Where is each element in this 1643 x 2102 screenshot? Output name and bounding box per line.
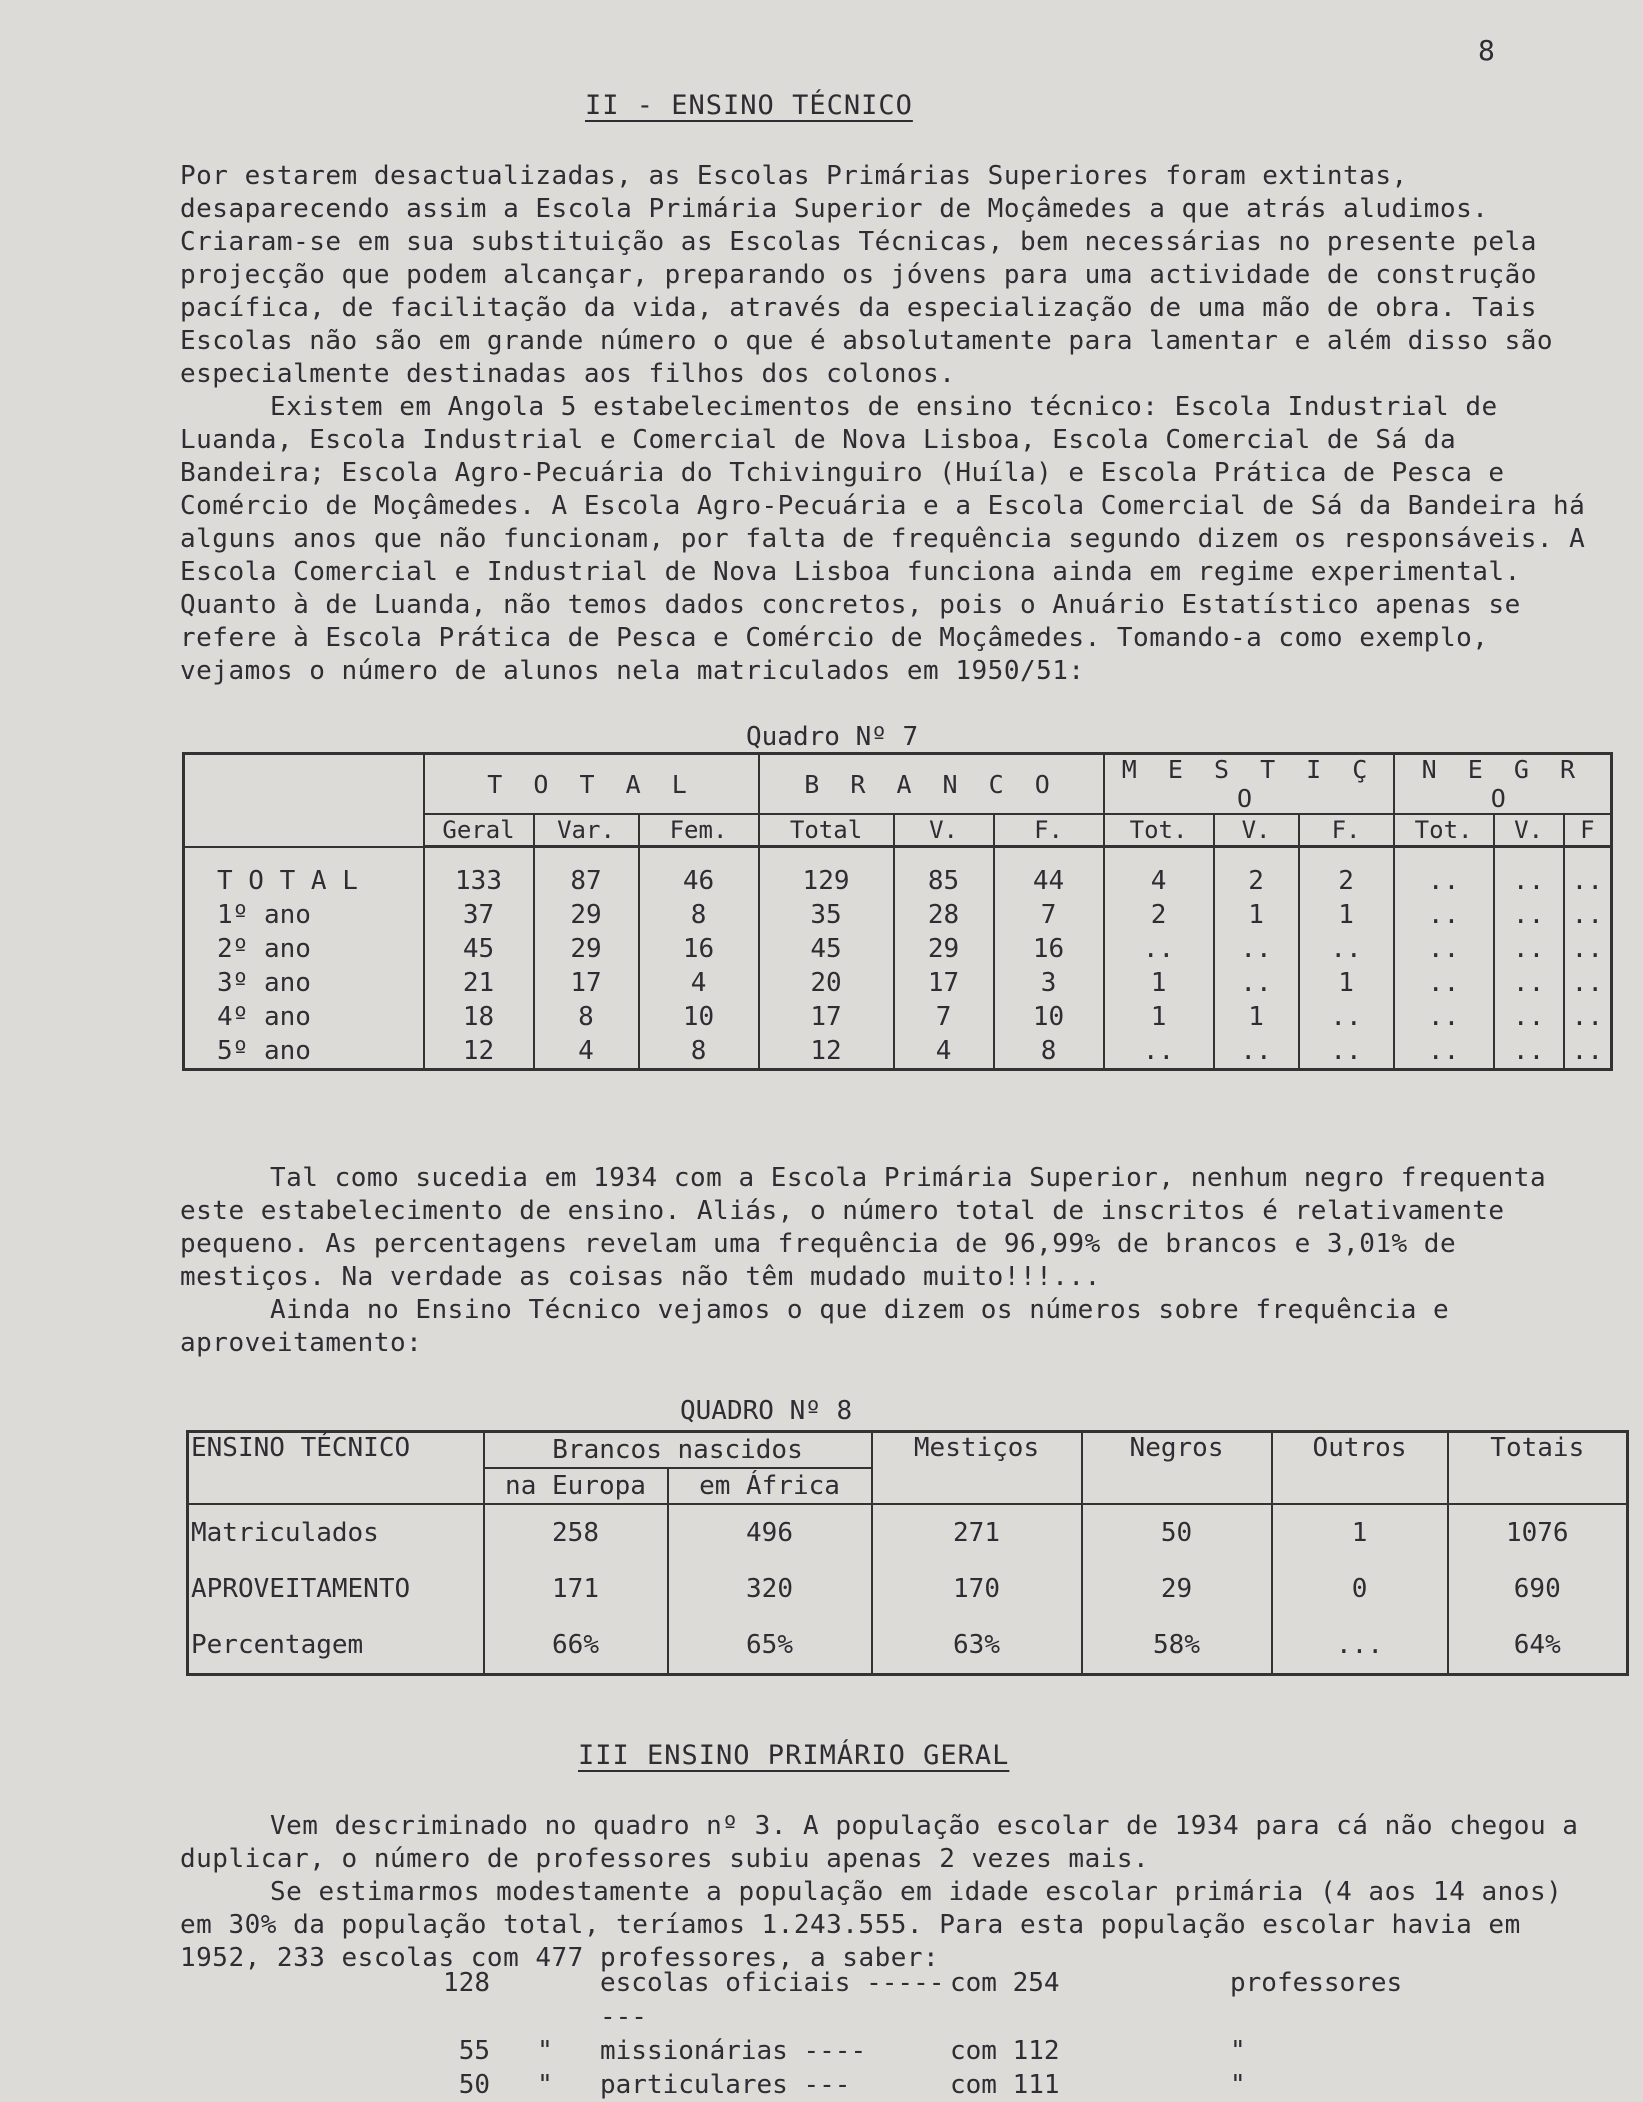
column-header: Negros <box>1082 1432 1272 1505</box>
row-label: 1º ano <box>184 898 424 932</box>
table-cell: 8 <box>639 898 759 932</box>
table-cell: .. <box>1564 1000 1612 1034</box>
table-row <box>184 966 1612 1000</box>
table-cell: 63% <box>872 1617 1082 1675</box>
table-cell: 2 <box>1214 847 1299 899</box>
paragraph: Se estimarmos modestamente a população em idade escolar primária (4 aos 14 anos) em 30% da população total, teríamos 1.243.555. Para esta população escolar havia em 1952, 233 escolas com 477 professores, a saber: <box>180 1877 1563 1973</box>
table-cell: .. <box>1214 966 1299 1000</box>
table-cell: .. <box>1299 1034 1394 1070</box>
column-header: Mestiços <box>872 1432 1082 1505</box>
paragraph: Tal como sucedia em 1934 com a Escola Primária Superior, nenhum negro frequenta este estabelecimento de ensino. Aliás, o número total de inscritos é relativamente pequeno. As percentagens revelam uma frequência de 96,99% de brancos e 3,01% de mestiços. Na verdade as coisas não têm mudado muito!!!... <box>180 1163 1547 1292</box>
table-cell: 21 <box>424 966 534 1000</box>
section-heading-ensino-primario: III ENSINO PRIMÁRIO GERAL <box>578 1740 1010 1771</box>
table-row <box>184 1000 1612 1034</box>
column-header: V. <box>894 814 994 847</box>
table-cell: 3 <box>994 966 1104 1000</box>
unit: " <box>1230 2070 1246 2100</box>
table-cell: 65% <box>668 1617 872 1675</box>
row-label: 3º ano <box>184 966 424 1000</box>
count: 50 <box>458 2070 490 2100</box>
table-cell: 1 <box>1214 1000 1299 1034</box>
column-header: F <box>1564 814 1612 847</box>
table-cell: 29 <box>894 932 994 966</box>
table-cell: .. <box>1564 847 1612 899</box>
table-title: QUADRO Nº 8 <box>680 1396 853 1426</box>
column-header: V. <box>1494 814 1564 847</box>
table-cell: 258 <box>484 1504 668 1561</box>
paragraph: Vem descriminado no quadro nº 3. A população escolar de 1934 para cá não chegou a duplicar, o número de professores subiu apenas 2 vezes mais. <box>180 1811 1579 1874</box>
column-header: Totais <box>1448 1432 1628 1505</box>
table-cell: .. <box>1494 898 1564 932</box>
table-cell: .. <box>1214 1034 1299 1070</box>
row-label: 2º ano <box>184 932 424 966</box>
table-cell: .. <box>1394 847 1494 899</box>
paragraph: Ainda no Ensino Técnico vejamos o que dizem os números sobre frequência e aproveitamento: <box>180 1295 1450 1358</box>
page-number: 8 <box>1478 34 1495 67</box>
table-cell: 1 <box>1299 898 1394 932</box>
table-cell: .. <box>1564 932 1612 966</box>
table-cell: 1 <box>1299 966 1394 1000</box>
table-cell: 1 <box>1272 1504 1448 1561</box>
ditto: " <box>537 2036 553 2066</box>
table-cell: 17 <box>759 1000 894 1034</box>
table-cell: 45 <box>759 932 894 966</box>
column-header: Outros <box>1272 1432 1448 1505</box>
column-header: V. <box>1214 814 1299 847</box>
table-cell: 85 <box>894 847 994 899</box>
table-cell: 29 <box>534 898 639 932</box>
table-cell: 16 <box>639 932 759 966</box>
column-header: Total <box>759 814 894 847</box>
table-row <box>188 1617 1628 1675</box>
table-cell: 37 <box>424 898 534 932</box>
table-cell: 7 <box>994 898 1104 932</box>
table-row <box>188 1504 1628 1561</box>
table-cell: 12 <box>759 1034 894 1070</box>
table-cell: .. <box>1494 1000 1564 1034</box>
table-cell: 1 <box>1104 966 1214 1000</box>
row-label: Percentagem <box>188 1617 484 1675</box>
table-cell: .. <box>1394 898 1494 932</box>
column-header: F. <box>1299 814 1394 847</box>
list-item <box>420 1966 1403 2034</box>
table-cell: .. <box>1394 1000 1494 1034</box>
row-label: Matriculados <box>188 1504 484 1561</box>
table-cell: .. <box>1104 1034 1214 1070</box>
table-cell: 10 <box>639 1000 759 1034</box>
column-group-total: T O T A L <box>424 754 759 815</box>
teachers: com 111 <box>950 2070 1060 2100</box>
row-label: 5º ano <box>184 1034 424 1070</box>
table-cell: 20 <box>759 966 894 1000</box>
table-cell: 17 <box>534 966 639 1000</box>
table-cell: 8 <box>534 1000 639 1034</box>
teachers: com 112 <box>950 2036 1060 2066</box>
table-cell: 1 <box>1214 898 1299 932</box>
table-cell: .. <box>1299 1000 1394 1034</box>
table-cell: 4 <box>534 1034 639 1070</box>
ditto <box>490 1966 600 2034</box>
row-label: APROVEITAMENTO <box>188 1561 484 1617</box>
school-type: escolas oficiais -------- <box>600 1968 945 2032</box>
column-header: em África <box>668 1468 872 1504</box>
table-cell: 10 <box>994 1000 1104 1034</box>
table-row <box>188 1561 1628 1617</box>
table-cell: 320 <box>668 1561 872 1617</box>
table-cell: .. <box>1394 932 1494 966</box>
column-header: F. <box>994 814 1104 847</box>
table-cell: 66% <box>484 1617 668 1675</box>
schools-list <box>420 1966 1403 2102</box>
table-cell: 133 <box>424 847 534 899</box>
table-row <box>184 1034 1612 1070</box>
table-row <box>184 898 1612 932</box>
table-header-row <box>188 1432 1628 1469</box>
row-label: 4º ano <box>184 1000 424 1034</box>
table-cell: 12 <box>424 1034 534 1070</box>
table-corner-cell: ENSINO TÉCNICO <box>188 1432 484 1505</box>
column-header: Fem. <box>639 814 759 847</box>
table-cell: .. <box>1564 966 1612 1000</box>
table-cell: 29 <box>1082 1561 1272 1617</box>
table-cell: .. <box>1494 966 1564 1000</box>
row-label: T O T A L <box>184 847 424 899</box>
table-cell: 2 <box>1299 847 1394 899</box>
quadro-8-table <box>186 1430 1629 1676</box>
ditto: " <box>537 2070 553 2100</box>
unit: " <box>1230 2036 1246 2066</box>
table-row <box>184 847 1612 899</box>
table-cell: 28 <box>894 898 994 932</box>
table-corner-cell <box>184 754 424 847</box>
section3-body <box>180 1810 1600 1975</box>
table-cell: ... <box>1272 1617 1448 1675</box>
quadro-7-table <box>182 752 1613 1071</box>
table-cell: 58% <box>1082 1617 1272 1675</box>
column-group-negro: N E G R O <box>1394 754 1612 815</box>
table-cell: .. <box>1494 847 1564 899</box>
table-cell: 16 <box>994 932 1104 966</box>
table-cell: .. <box>1214 932 1299 966</box>
column-header: Tot. <box>1394 814 1494 847</box>
table-cell: 87 <box>534 847 639 899</box>
school-type: particulares --- <box>600 2070 851 2100</box>
quadro7-commentary <box>180 1162 1600 1360</box>
column-header: Geral <box>424 814 534 847</box>
list-item <box>420 2034 1330 2068</box>
table-cell: 171 <box>484 1561 668 1617</box>
table-header-row <box>184 754 1612 815</box>
table-cell: .. <box>1564 1034 1612 1070</box>
paragraph: Existem em Angola 5 estabelecimentos de ensino técnico: Escola Industrial de Luanda, Escola Industrial e Comercial de Nova Lisboa, Escola Comercial de Sá da Bandeira; Escola Agro-Pecuária do Tchivinguiro (Huíla) e Escola Prática de Pesca e Comércio de Moçâmedes. A Escola Agro-Pecuária e a Escola Comercial de Sá da Bandeira há alguns anos que não funcionam, por falta de frequência segundo dizem os responsáveis. A Escola Comercial e Industrial de Nova Lisboa funciona ainda em regime experimental. Quanto à de Luanda, não temos dados concretos, pois o Anuário Estatístico apenas se refere à Escola Prática de Pesca e Comércio de Moçâmedes. Tomando-a como exemplo, vejamos o número de alunos nela matriculados em 1950/51: <box>180 392 1586 686</box>
count: 55 <box>458 2036 490 2066</box>
table-row <box>184 932 1612 966</box>
table-cell: 690 <box>1448 1561 1628 1617</box>
table-cell: 0 <box>1272 1561 1448 1617</box>
table-cell: 50 <box>1082 1504 1272 1561</box>
table-cell: 18 <box>424 1000 534 1034</box>
column-group-brancos: Brancos nascidos <box>484 1432 872 1469</box>
table-cell: 129 <box>759 847 894 899</box>
column-header: na Europa <box>484 1468 668 1504</box>
table-cell: 45 <box>424 932 534 966</box>
table-cell: 170 <box>872 1561 1082 1617</box>
column-header: Tot. <box>1104 814 1214 847</box>
table-cell: 1 <box>1104 1000 1214 1034</box>
table-cell: 8 <box>639 1034 759 1070</box>
table-cell: .. <box>1394 1034 1494 1070</box>
teachers: com 254 <box>950 1968 1060 1998</box>
table-cell: 8 <box>994 1034 1104 1070</box>
table-cell: 35 <box>759 898 894 932</box>
table-cell: 4 <box>1104 847 1214 899</box>
table-cell: 46 <box>639 847 759 899</box>
column-header: Var. <box>534 814 639 847</box>
table-cell: 271 <box>872 1504 1082 1561</box>
table-cell: 44 <box>994 847 1104 899</box>
table-title: Quadro Nº 7 <box>746 722 919 752</box>
paragraph: Por estarem desactualizadas, as Escolas Primárias Superiores foram extintas, desaparecendo assim a Escola Primária Superior de Moçâmedes a que atrás aludimos. Criaram-se em sua substituição as Escolas Técnicas, bem necessárias no presente pela projecção que podem alcançar, preparando os jóvens para uma actividade de construção pacífica, de facilitação da vida, através da especialização de uma mão de obra. Tais Escolas não são em grande número o que é absolutamente para lamentar e além disso são especialmente destinadas aos filhos dos colonos. <box>180 161 1554 389</box>
section2-body <box>180 160 1610 688</box>
table-cell: 4 <box>894 1034 994 1070</box>
table-cell: 29 <box>534 932 639 966</box>
section-heading-ensino-tecnico: II - ENSINO TÉCNICO <box>585 90 913 121</box>
table-cell: .. <box>1564 898 1612 932</box>
table-cell: .. <box>1494 932 1564 966</box>
table-cell: .. <box>1104 932 1214 966</box>
table-cell: 496 <box>668 1504 872 1561</box>
table-cell: 64% <box>1448 1617 1628 1675</box>
table-cell: .. <box>1394 966 1494 1000</box>
column-group-mestico: M E S T I Ç O <box>1104 754 1394 815</box>
table-cell: 1076 <box>1448 1504 1628 1561</box>
list-item <box>420 2068 1330 2102</box>
column-group-branco: B R A N C O <box>759 754 1104 815</box>
unit: professores <box>1230 1968 1403 1998</box>
school-type: missionárias ---- <box>600 2036 867 2066</box>
count: 128 <box>443 1968 490 1998</box>
table-cell: .. <box>1299 932 1394 966</box>
table-cell: 4 <box>639 966 759 1000</box>
table-cell: .. <box>1494 1034 1564 1070</box>
table-cell: 7 <box>894 1000 994 1034</box>
table-cell: 17 <box>894 966 994 1000</box>
table-cell: 2 <box>1104 898 1214 932</box>
